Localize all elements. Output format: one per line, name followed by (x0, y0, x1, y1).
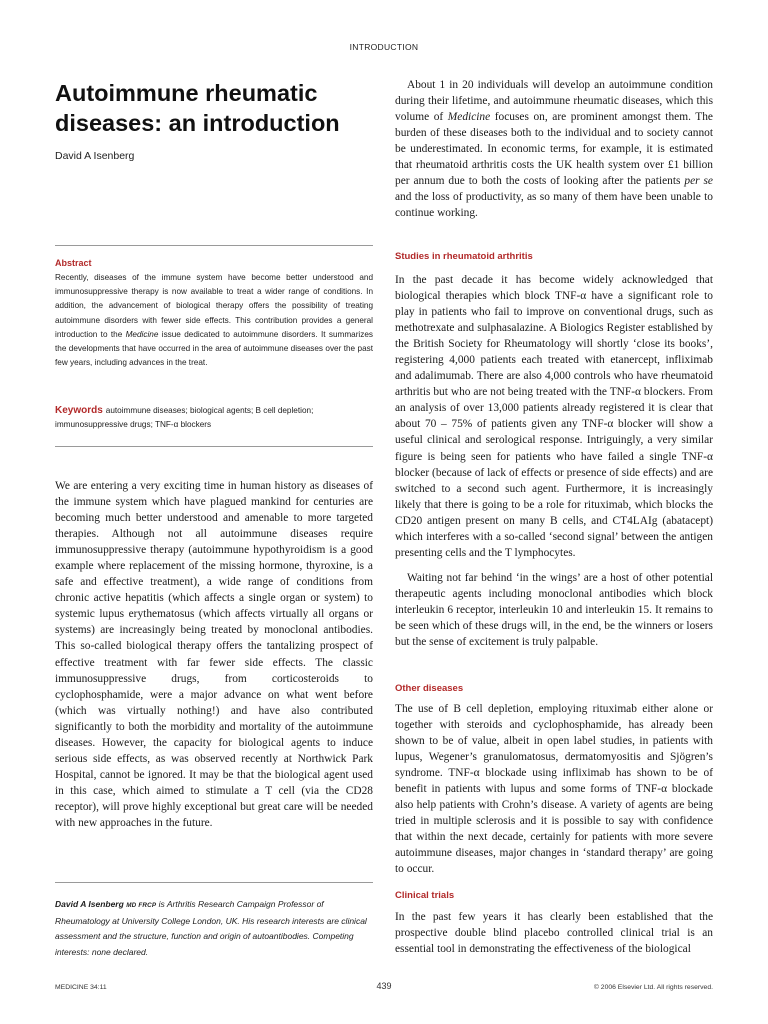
abstract-top-rule (55, 245, 373, 246)
intro-per-se: per se (684, 175, 713, 188)
intro-paragraph: About 1 in 20 individuals will develop an autoimmune condition during their lifetime, and autoimmune rheumatic diseases, which this volume of Medicine focuses on, are prominent amongst them. The burden of these diseases both to the individual and to society cannot be underestimated. In economic terms, for example, it is estimated that rheumatoid arthritis costs the UK health system over £1 billion per annum due to both the costs of looking after the patients per se and the loss of productivity, as so many of them have been unable to continue working. (395, 79, 713, 220)
abstract-bottom-rule (55, 446, 373, 447)
running-header: INTRODUCTION (349, 42, 419, 52)
abstract-journal-name: Medicine (125, 329, 159, 339)
heading-other-diseases: Other diseases (395, 683, 464, 694)
keywords-list: autoimmune diseases; biological agents; B cell depletion; immunosuppressive drugs; TNF-α blockers (55, 406, 314, 429)
ra-paragraph-2: Waiting not far behind ‘in the wings’ are a host of other potential therapeutic agents including monoclonal antibodies which block interleukin 6 receptor, interleukin 10 and interleukin 15. It remains to be seen which of these drugs will, in the end, be the winners or losers but the sense of excitement is truly palpable. (395, 572, 713, 649)
bio-top-rule (55, 882, 373, 883)
clinical-trials-paragraph: In the past few years it has clearly been established that the prospective double blind placebo controlled clinical trial is an essential tool in demonstrating the effectiveness of the biological (395, 911, 713, 956)
left-body-paragraph: We are entering a very exciting time in human history as diseases of the immune system which have plagued mankind for centuries are becoming much better understood and amenable to more targeted therapies. Although not all autoimmune diseases require immunosuppressive therapy (autoimmune hypothyroidism is a good example where replacement of the missing hormone, thyroxine, is a safe and effective treatment), a wide range of conditions from chronic active hepatitis (which affects a single organ or system) to systemic lupus erythematosus (which affects virtually all organs or systems) are increasingly being treated by monoclonal antibodies. This so-called biological therapy offers the tantalizing prospect of effective treatment with far fewer side effects. The classic immunosuppressive drugs, from corticosteroids to cyclophosphamide, were a major advance on what went before (which was virtually nothing!) and have also contributed significantly to both the morbidity and mortality of the autoimmune diseases. However, the capacity for biological agents to induce serious side effects, as was observed recently at Northwick Park Hospital, cannot be ignored. It may be that the biological agent used in this case, which aimed to stimulate a T cell (via the CD28 receptor), will prove highly exceptional but great care will be needed with new approaches in the future. (55, 480, 373, 829)
intro-journal-name: Medicine (447, 111, 491, 124)
page-number: 439 (376, 981, 392, 991)
other-diseases-paragraph: The use of B cell depletion, employing rituximab either alone or together with steroids and cyclophosphamide, has already been shown to be of value, albeit in open label studies, in patients with lupus, Wegener’s granulomatosus, dermatomyositis and Sjögren’s syndrome. TNF-α blockade using infliximab has shown to be of benefit in patients with lupus and some forms of TNF-α blockade also help patients with Crohn’s disease. A variety of agents are being tried in multiple sclerosis and it is possible to say with confidence that within the next decade, certainly for patients with more severe autoimmune diseases, major changes in ‘standard therapy’ are going to occur. (395, 703, 713, 876)
keywords-label: Keywords (55, 405, 103, 416)
article-title: Autoimmune rheumatic diseases: an introduction (55, 80, 340, 136)
abstract-text: Recently, diseases of the immune system have become better understood and immunosuppressive therapy is now available to treat a wider range of conditions. In addition, the advancement of biological therapy offers the possibility of treating autoimmune disorders with fewer side effects. This contribution provides a general introduction to the Medicine issue dedicated to autoimmune disorders. It summarizes the developments that have occurred in the area of autoimmune diseases over the past few years, including advances in the treat. (55, 273, 373, 368)
heading-clinical-trials: Clinical trials (395, 890, 455, 901)
footer-journal-ref: MEDICINE 34:11 (55, 984, 107, 991)
article-author: David A Isenberg (55, 150, 135, 162)
keywords (55, 404, 373, 432)
abstract-heading: Abstract (55, 258, 92, 268)
bio-author-name: David A Isenberg (55, 899, 124, 909)
author-bio: David A Isenberg MD FRCP is Arthritis Research Campaign Professor of Rheumatology at University College London, UK. His research interests are clinical assessment and the structure, function and origin of autoantibodies. Competing interests: none declared. (55, 899, 367, 958)
ra-paragraph-1: In the past decade it has become widely acknowledged that biological therapies which block TNF-α have a significant role to play in patients who fail to improve on conventional drugs, such as methotrexate and sulphasalazine. A Biologics Register established by the British Society for Rheumatology will shortly ‘close its books’, registering 4,000 patients each treated with etanercept, infliximab and adalimumab. There are also 4,000 controls who have rheumatoid arthritis but who are not being treated with the TNF-α blockers. From an analysis of over 13,000 patients already registered it is clear that about 70 – 75% of patients given any TNF-α blocker will show a useful clinical and serological response. Intriguingly, a very similar figure is being seen for patients who have failed a single TNF-α blocker (because of lack of effects or presence of side effects) and are switched to a second such agent. Furthermore, it is increasingly likely that there is going to be a role for rituximab, which blocks the CD20 antigen present on many B cells, and CT4LAIg (abatacept) which interferes with a so-called ‘second signal’ between the antigen presenting cells and the T lymphocytes. (395, 274, 713, 559)
bio-credentials: MD FRCP (126, 902, 157, 909)
heading-rheumatoid-arthritis: Studies in rheumatoid arthritis (395, 251, 533, 262)
footer-copyright: © 2006 Elsevier Ltd. All rights reserved. (593, 984, 713, 991)
